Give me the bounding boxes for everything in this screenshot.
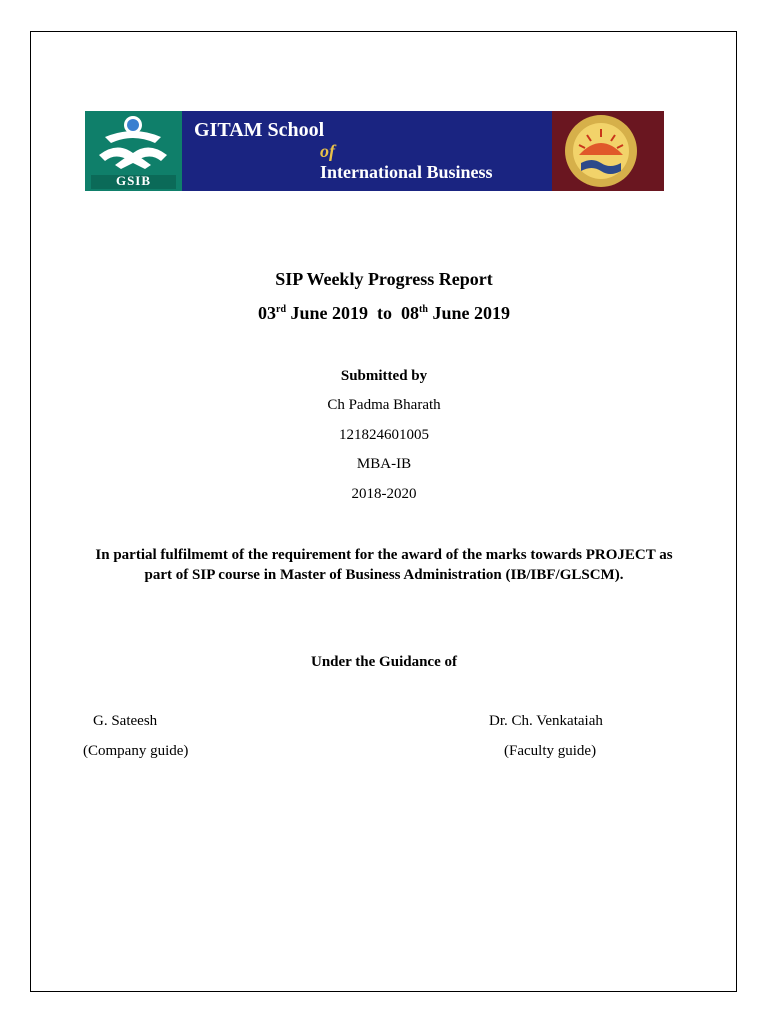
institution-banner [85,111,664,191]
start-rest: June 2019 to [286,303,402,323]
gsib-logo [85,111,182,191]
start-day: 03 [258,303,277,323]
banner-title-line-1: GITAM School [194,119,325,141]
roll-number: 121824601005 [339,427,429,443]
program: MBA-IB [356,456,412,472]
faculty-guide-role: (Faculty guide) [504,743,597,759]
banner-title [194,119,554,183]
student-name: Ch Padma Bharath [327,397,441,413]
banner-title-line-2: of [320,141,335,161]
guidance-label: Under the Guidance of [311,654,457,670]
company-guide-name: G. Sateesh [93,713,158,729]
company-guide-role: (Company guide) [83,743,189,759]
gsib-logo-text: GSIB [115,173,152,188]
gitam-seal [552,111,664,191]
university-seal-icon [552,111,664,191]
end-rest: June 2019 [427,303,510,323]
faculty-guide-name: Dr. Ch. Venkataiah [489,713,603,729]
report-title: SIP Weekly Progress Report [275,269,493,289]
submitted-by-label: Submitted by [340,368,428,384]
batch: 2018-2020 [351,486,417,502]
purpose-statement: In partial fulfilmemt of the requirement for the award of the marks towards PROJECT as part of SIP course in Master of Business Administration (IB/IBF/GLSCM). [95,547,673,583]
start-day-suffix: rd [276,304,287,315]
banner-title-line-3: International Business [320,162,493,182]
report-date-range [0,303,768,324]
end-day: 08 [401,303,420,323]
end-day-suffix: th [419,304,428,315]
